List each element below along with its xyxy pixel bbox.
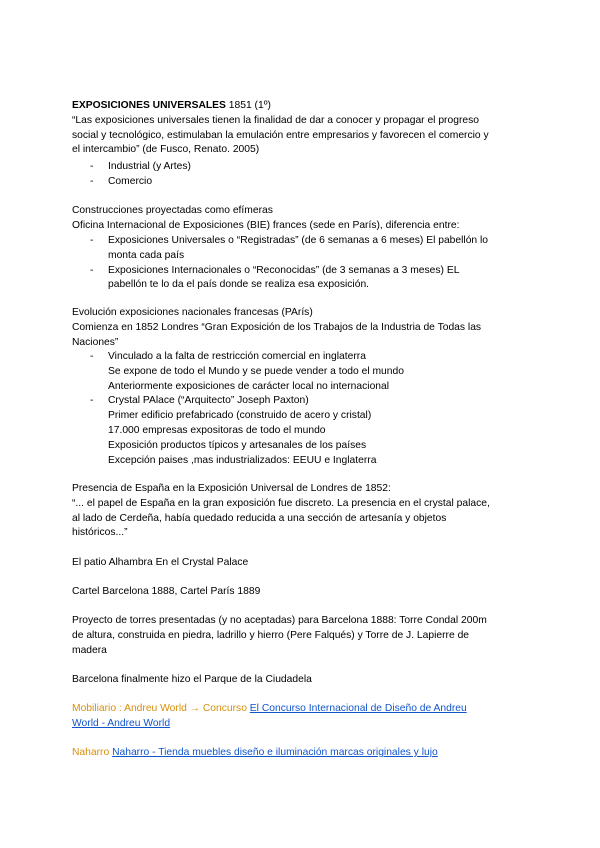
mobiliario-label: Mobiliario : Andreu World → Concurso	[72, 703, 250, 714]
andreu-world-link[interactable]: El Concurso Internacional de Diseño de Andreu	[249, 703, 467, 714]
list-item: - Industrial (y Artes)	[90, 161, 191, 172]
section-title	[72, 99, 532, 114]
section-evolucion	[72, 306, 532, 350]
section-torres	[72, 614, 532, 658]
section-alhambra	[72, 556, 532, 571]
naharro-label: Naharro	[72, 747, 113, 758]
text-line: históricos...”	[72, 527, 128, 539]
list-item: - Vinculado a la falta de restricción comercial en inglaterra Se expone de todo el Mundo y se puede vender a todo el mundo Anteriormente exposiciones de carácter local no internacional	[90, 351, 404, 392]
andreu-world-link-cont[interactable]: World - Andreu World	[72, 717, 171, 729]
list-item: - Exposiciones Universales o “Registradas” (de 6 semanas a 6 meses) El pabellón lo monta cada país	[90, 235, 489, 261]
list-item: - Comercio	[90, 175, 153, 187]
text-line: Proyecto de torres presentadas (y no aceptadas) para Barcelona 1888: Torre Condal 200m	[72, 615, 487, 626]
quote-line: “Las exposiciones universales tienen la finalidad de dar a conocer y propagar el progreso	[72, 114, 479, 126]
quote-line: el intercambio” (de Fusco, Renato. 2005)	[72, 144, 260, 156]
text-line: de altura, construida en piedra, ladrillo y hierro (Pere Falqués) y Torre de J. Lapierre de	[72, 629, 470, 641]
title-rest: 1851 (1º)	[225, 100, 271, 111]
text-line: Barcelona finalmente hizo el Parque de la Ciudadela	[72, 674, 312, 685]
text-line: Comienza en 1852 Londres “Gran Exposición de los Trabajos de la Industria de Todas las	[72, 321, 482, 333]
text-line: Construcciones proyectadas como efímeras	[72, 205, 273, 216]
section-ciudadela	[72, 673, 532, 688]
text-line: El patio Alhambra En el Crystal Palace	[72, 557, 249, 568]
list-item: - Exposiciones Internacionales o “Reconocidas” (de 3 semanas a 3 meses) EL pabellón te lo da el país donde se realiza esa exposición.	[90, 264, 460, 291]
text-line: Cartel Barcelona 1888, Cartel París 1889	[72, 586, 261, 597]
section-naharro	[72, 746, 532, 761]
section-exposiciones	[72, 99, 532, 158]
section-mobiliario	[72, 702, 532, 732]
quote-line: social y tecnológico, estimulaban la emulación entre empresarios y favorecen el comercio y	[72, 129, 489, 141]
section-carteles	[72, 585, 532, 600]
bullet-list	[90, 234, 530, 293]
text-line: Evolución exposiciones nacionales francesas (PArís)	[72, 307, 313, 318]
section-espana	[72, 482, 532, 541]
text-line: Presencia de España en la Exposición Universal de Londres de 1852:	[72, 483, 391, 494]
section-construcciones	[72, 204, 532, 234]
text-line: madera	[72, 644, 107, 656]
text-line: “... el papel de España en la gran exposición fue discreto. La presencia en el crystal palace,	[72, 497, 490, 509]
text-line: Oficina Internacional de Exposiciones (BIE) frances (sede en París), diferencia entre:	[72, 219, 460, 231]
list-item: - Crystal PAlace (“Arquitecto” Joseph Paxton) Primer edificio prefabricado (construido de acero y cristal) 17.000 empresas expositoras de todo el mundo Exposición productos típicos y artesanales de los países Excepción paises ,mas industrializados: EEUU e Inglaterra	[90, 395, 377, 466]
title-bold: EXPOSICIONES UNIVERSALES	[72, 100, 226, 111]
bullet-list	[90, 350, 530, 468]
naharro-link[interactable]: Naharro - Tienda muebles diseño e iluminación marcas originales y lujo	[112, 747, 438, 758]
bullet-list	[90, 160, 530, 190]
text-line: al lado de Cerdeña, había quedado reducida a una sección de artesanía y objetos	[72, 512, 447, 524]
text-line: Naciones”	[72, 336, 119, 348]
